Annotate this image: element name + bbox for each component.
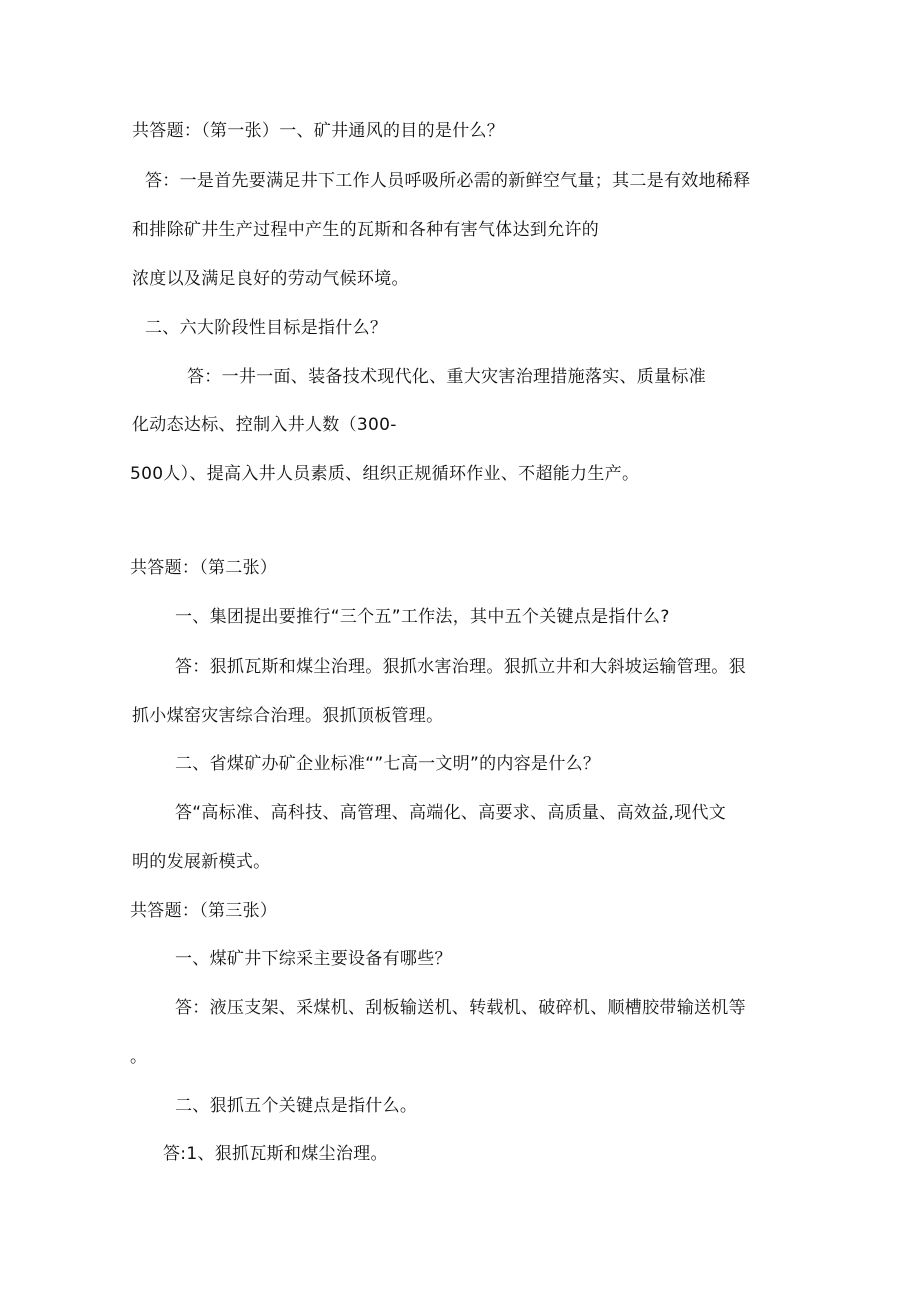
sheet2-header: 共答题：（第二张） (130, 558, 278, 578)
sheet3-question1: 一、煤矿井下综采主要设备有哪些？ (175, 949, 452, 969)
sheet3-answer1-line1: 答：液压支架、采煤机、刮板输送机、转载机、破碎机、顺槽胶带输送机等 (175, 998, 746, 1018)
sheet1-question2: 二、六大阶段性目标是指什么？ (145, 318, 388, 338)
sheet3-header: 共答题：（第三张） (130, 901, 278, 921)
sheet1-answer2-line3: 500人）、提高入井人员素质、组织正规循环作业、不超能力生产。 (130, 464, 640, 484)
sheet2-answer1-line2: 抓小煤窑灾害综合治理。狠抓顶板管理。 (132, 706, 444, 726)
sheet2-answer1-line1: 答：狠抓瓦斯和煤尘治理。狠抓水害治理。狠抓立井和大斜坡运输管理。狠 (175, 657, 746, 677)
sheet3-question2: 二、狠抓五个关键点是指什么。 (175, 1096, 418, 1116)
sheet2-question1: 一、集团提出要推行“三个五”工作法，其中五个关键点是指什么? (175, 607, 670, 627)
sheet2-answer2-line2: 明的发展新模式。 (132, 852, 271, 872)
sheet1-answer1-line2: 和排除矿井生产过程中产生的瓦斯和各种有害气体达到允许的 (132, 220, 600, 240)
sheet1-header: 共答题：（第一张）一、矿井通风的目的是什么？ (132, 121, 505, 141)
sheet3-answer2-line1: 答:1、狠抓瓦斯和煤尘治理。 (163, 1144, 388, 1164)
sheet1-answer1-line3: 浓度以及满足良好的劳动气候环境。 (132, 269, 409, 289)
sheet1-answer2-line1: 答：一井一面、装备技术现代化、重大灾害治理措施落实、质量标准 (187, 367, 706, 387)
sheet2-answer2-line1: 答“高标准、高科技、高管理、高端化、高要求、高质量、高效益,现代文 (175, 803, 727, 823)
sheet2-question2: 二、省煤矿办矿企业标准“”七高一文明”的内容是什么？ (175, 754, 601, 774)
sheet3-answer1-line2: 。 (130, 1047, 148, 1067)
sheet1-answer1-line1: 答：一是首先要满足井下工作人员呼吸所必需的新鲜空气量；其二是有效地稀释 (145, 171, 751, 191)
sheet1-answer2-line2: 化动态达标、控制入井人数（300- (132, 415, 397, 435)
